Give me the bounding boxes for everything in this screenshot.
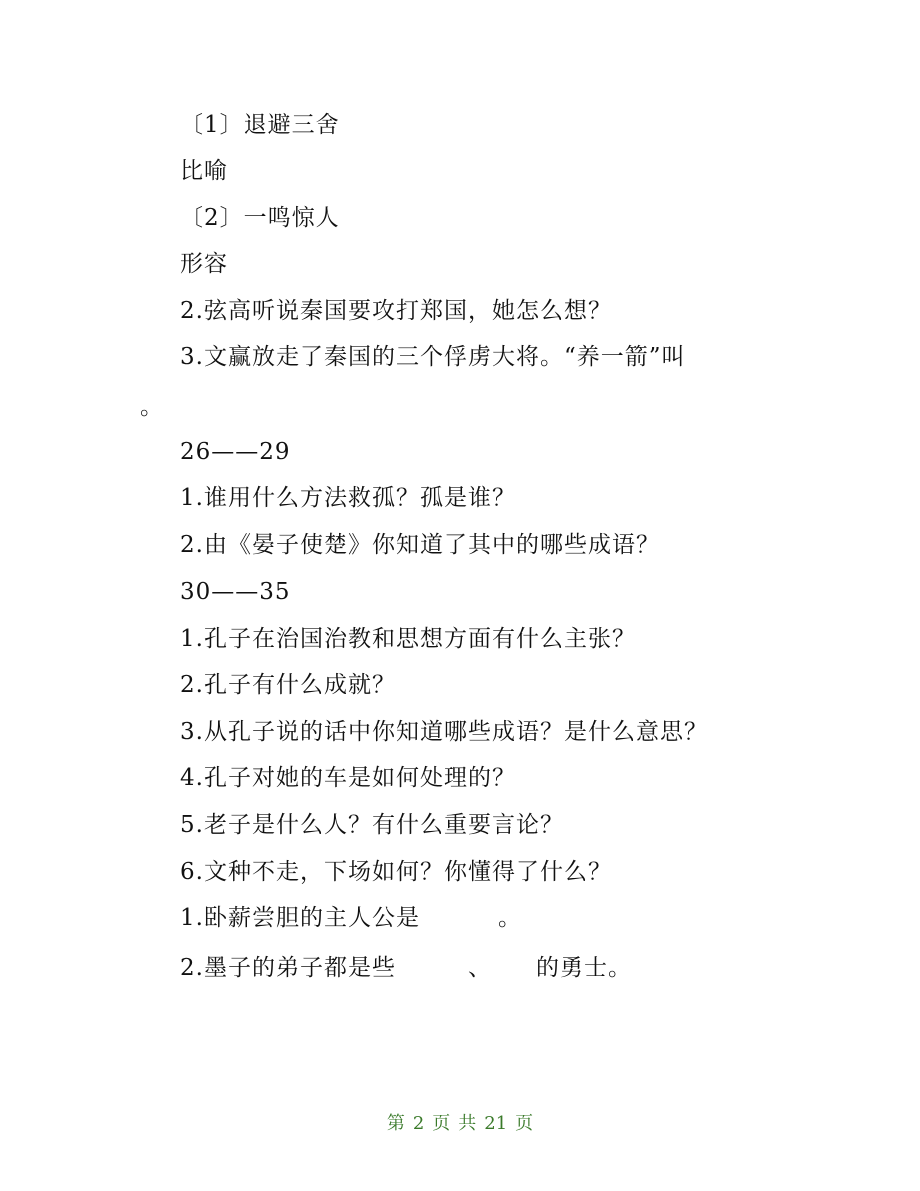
footer-total-word: 共 bbox=[458, 1113, 477, 1134]
page-footer bbox=[0, 1112, 920, 1136]
footer-page-word: 第 bbox=[386, 1113, 405, 1134]
doc-line-3: 〔2〕一鸣惊人 bbox=[180, 205, 340, 231]
fill-2-suffix: 的勇士。 bbox=[535, 955, 632, 981]
doc-line-11: 30——35 bbox=[180, 579, 291, 605]
doc-line-7: 。 bbox=[140, 394, 164, 420]
fill-blank-line-1 bbox=[180, 903, 522, 933]
doc-line-1: 〔1〕退避三舍 bbox=[180, 112, 340, 138]
footer-page-number: 2 bbox=[412, 1113, 425, 1134]
doc-line-17: 6.文种不走，下场如何？你懂得了什么？ bbox=[180, 859, 612, 885]
fill-1-suffix: 。 bbox=[497, 905, 522, 931]
doc-line-2: 比喻 bbox=[180, 158, 228, 184]
doc-line-4: 形容 bbox=[180, 251, 228, 277]
doc-line-8: 26——29 bbox=[180, 439, 291, 465]
doc-line-13: 2.孔子有什么成就？ bbox=[180, 672, 396, 698]
doc-line-16: 5.老子是什么人？有什么重要言论？ bbox=[180, 812, 564, 838]
doc-line-9: 1.谁用什么方法救孤？孤是谁？ bbox=[180, 485, 516, 511]
footer-page-unit: 页 bbox=[432, 1113, 451, 1134]
fill-blank-line-2 bbox=[180, 953, 632, 983]
fill-2-middle: 、 bbox=[467, 955, 492, 981]
fill-1-prefix: 1.卧薪尝胆的主人公是 bbox=[180, 905, 420, 931]
doc-line-15: 4.孔子对她的车是如何处理的？ bbox=[180, 765, 516, 791]
doc-line-5: 2.弦高听说秦国要攻打郑国，她怎么想？ bbox=[180, 298, 612, 324]
fill-2-prefix: 2.墨子的弟子都是些 bbox=[180, 955, 396, 981]
doc-line-14: 3.从孔子说的话中你知道哪些成语？是什么意思？ bbox=[180, 719, 708, 745]
doc-line-12: 1.孔子在治国治教和思想方面有什么主张？ bbox=[180, 626, 636, 652]
doc-line-6: 3.文赢放走了秦国的三个俘虏大将。“养一箭”叫 bbox=[180, 344, 686, 370]
footer-total-unit: 页 bbox=[515, 1113, 534, 1134]
footer-total-number: 21 bbox=[484, 1113, 508, 1134]
doc-line-10: 2.由《晏子使楚》你知道了其中的哪些成语？ bbox=[180, 532, 660, 558]
